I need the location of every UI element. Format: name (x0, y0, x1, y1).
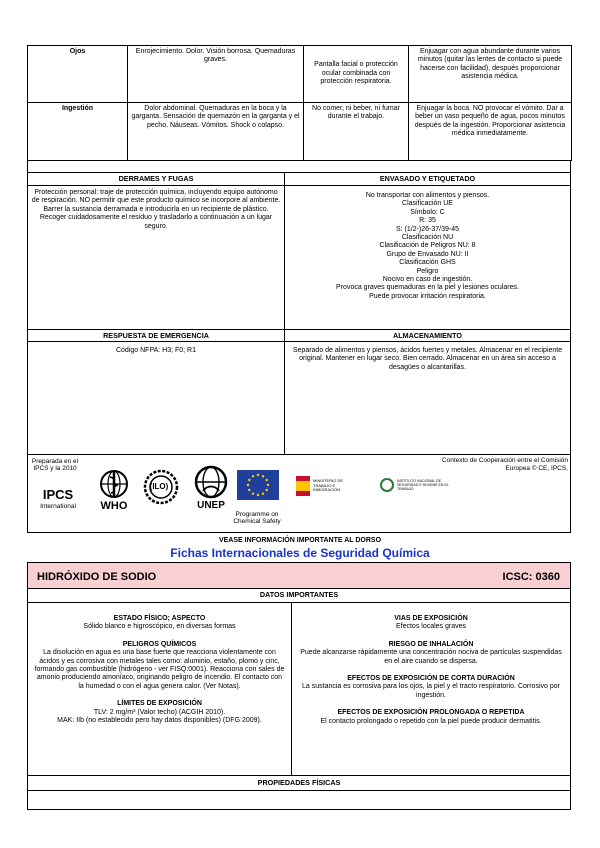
packaging-line: Puede provocar irritación respiratoria. (369, 292, 486, 300)
chem-hazards-title: PELIGROS QUÍMICOS (122, 640, 197, 648)
card-banner (28, 563, 570, 589)
footer-logos (27, 455, 571, 533)
packaging-line: Clasificación de Peligros NU: 8 (379, 242, 476, 250)
packaging-line: Provoca graves quemaduras en la piel y lesiones oculares. (336, 284, 519, 292)
safety-sections (27, 160, 571, 455)
important-right (292, 603, 570, 775)
route-eyes: Ojos (28, 46, 128, 103)
storage-title: ALMACENAMIENTO (285, 329, 570, 342)
important-data-title: DATOS IMPORTANTES (28, 589, 570, 603)
spain-flag-icon (296, 476, 310, 496)
table-row (28, 103, 572, 161)
who-label: WHO (100, 500, 128, 513)
important-left (28, 603, 292, 775)
short-term-text: La sustancia es corrosiva para los ojos, la piel y el tracto respiratorio. Corrosivo por ingestión. (302, 683, 560, 699)
physical-properties-title: PROPIEDADES FÍSICAS (28, 775, 570, 791)
eu-stars-icon (237, 470, 279, 500)
route-ingestion: Ingestión (28, 103, 128, 161)
packaging-line: Peligro (416, 267, 439, 275)
storage-text: Separado de alimentos y piensos, ácidos fuertes y metales. Almacenar en el recipiente original. Mantener en lugar seco. Bien cerrado. Almacenar en un área sin acceso a desagües o alcantarillas. (292, 347, 563, 371)
insht-label: INSTITUTO NACIONAL DE SEGURIDAD E HIGIENE EN EL TRABAJO (397, 478, 449, 492)
packaging-line: Clasificación NU (401, 233, 454, 241)
long-term-title: EFECTOS DE EXPOSICIÓN PROLONGADA O REPETIDA (337, 709, 525, 717)
packaging-line: No transportar con alimentos y piensos. (365, 192, 490, 199)
icsc-code: ICSC: 0360 (502, 571, 560, 583)
routes-title: VIAS DE EXPOSICIÓN (394, 615, 468, 622)
who-logo (92, 469, 136, 514)
ministry-logo (296, 471, 378, 501)
eu-flag (237, 470, 279, 500)
series-title: Fichas Internacionales de Seguridad Química (170, 546, 430, 560)
ingestion-prevention: No comer, ni beber, ni fumar durante el trabajo. (304, 103, 409, 161)
limits-title: LÍMITES DE EXPOSICIÓN (117, 700, 202, 708)
inhalation-title: RIESGO DE INHALACIÓN (388, 640, 474, 648)
eyes-symptoms: Enrojecimiento. Dolor. Visión borrosa. Quemaduras graves. (128, 46, 304, 103)
short-term-title: EFECTOS DE EXPOSICIÓN DE CORTA DURACIÓN (347, 674, 515, 682)
unep-emblem-icon (193, 465, 229, 499)
ipcs-international: International (40, 502, 76, 510)
inhalation-text: Puede alcanzarse rápidamente una concentración nociva de partículas suspendidas en el aire cuando se dispersa. (300, 649, 562, 665)
ingestion-first-aid: Enjuagar la boca. NO provocar el vómito. Dar a beber un vaso pequeño de agua, pocos minutos después de la ingestión. Proporcionar asistencia médica inmediatamente. (409, 103, 572, 161)
unep-logo (186, 465, 236, 512)
long-term-text: El contacto prolongado o repetido con la piel puede producir dermatitis. (320, 717, 542, 725)
ipcs-logo (32, 487, 84, 510)
routes-text: Efectos locales graves (395, 623, 467, 631)
prepared-by: Preparada en el IPCS y la 2010 (31, 458, 79, 473)
eyes-prevention: Pantalla facial o protección ocular combinada con protección respiratoria. (304, 46, 409, 103)
programme-label: Programme on Chemical Safety (233, 511, 281, 526)
substance-name: HIDRÓXIDO DE SODIO (37, 571, 157, 583)
table-row (28, 46, 572, 103)
packaging-line: Nocivo en caso de ingestión. (382, 275, 473, 283)
spills-text: Protección personal: traje de protección química, incluyendo equipo autónomo de respiración. NO permitir que este producto químico se incorpore al ambiente. Barrer la sustancia derramada e introducirla en un recipiente de plástico. Recoger cuidadosamente el residuo y trasladarlo a continuación a un lugar seguro. (28, 186, 285, 329)
packaging-line: S: (1/2-)26-37/39-45 (395, 225, 460, 233)
ipcs-logo-text: IPCS (42, 487, 74, 502)
ministry-label: MINISTERIO DE TRABAJO E INMIGRACIÓN (313, 477, 344, 493)
eyes-first-aid: Enjuagar con agua abundante durante varios minutos (quitar las lentes de contacto si puede hacerse con facilidad), después proporcionar asistencia médica. (409, 46, 572, 103)
packaging-line: Símbolo: C (410, 208, 445, 216)
chem-hazards-text: La disolución en agua es una base fuerte que reacciona violentamente con ácidos y es corrosiva con metales tales como: aluminio, estaño, plomo y cinc, formando gas combustible (hidrógeno - ver FISQ:0001). Reacciona con sales de amonio produciendo amoníaco, originando peligro de incendio. El contacto con la humedad o con el agua genera calor. (Ver Notas). (34, 649, 285, 690)
first-aid-table (27, 45, 572, 161)
limits-line2: MAK: IIb (no establecido pero hay datos disponibles) (DFG 2009). (57, 716, 262, 724)
ingestion-symptoms: Dolor abdominal. Quemaduras en la boca y la garganta. Sensación de quemazón en la garganta y el pecho. Náuseas. Vómitos. Shock o colapso. (128, 103, 304, 161)
cooperation-note: Contexto de Cooperación entre el Comisión Europea © CE, IPCS, (441, 457, 568, 472)
see-back-note: VEASE INFORMACIÓN IMPORTANTE AL DORSO (218, 537, 382, 544)
packaging-line: R: 35 (419, 217, 436, 225)
insht-emblem-icon (380, 478, 394, 492)
packaging-line: Clasificación GHS (399, 259, 456, 267)
ilo-label: (ILO) (149, 482, 169, 491)
limits-line1: TLV: 2 mg/m³ (Valor techo) (ACGIH 2010). (93, 708, 226, 716)
emergency-text: Código NFPA: H3; F0; R1 (28, 342, 285, 454)
packaging-text (285, 186, 570, 329)
physical-state-text: Sólido blanco e higroscópico, en diversas formas (83, 623, 236, 631)
emergency-title: RESPUESTA DE EMERGENCIA (28, 329, 285, 342)
physical-state-title: ESTADO FÍSICO; ASPECTO (113, 615, 206, 622)
packaging-title: ENVASADO Y ETIQUETADO (285, 173, 570, 186)
packaging-line: Grupo de Envasado NU: II (386, 250, 469, 258)
spills-title: DERRAMES Y FUGAS (28, 173, 285, 186)
ilo-logo (141, 469, 181, 508)
who-emblem-icon (97, 469, 131, 499)
unep-label: UNEP (197, 500, 225, 512)
insht-logo (380, 475, 450, 495)
packaging-line: Clasificación UE (402, 200, 453, 208)
icsc-card (27, 562, 571, 810)
